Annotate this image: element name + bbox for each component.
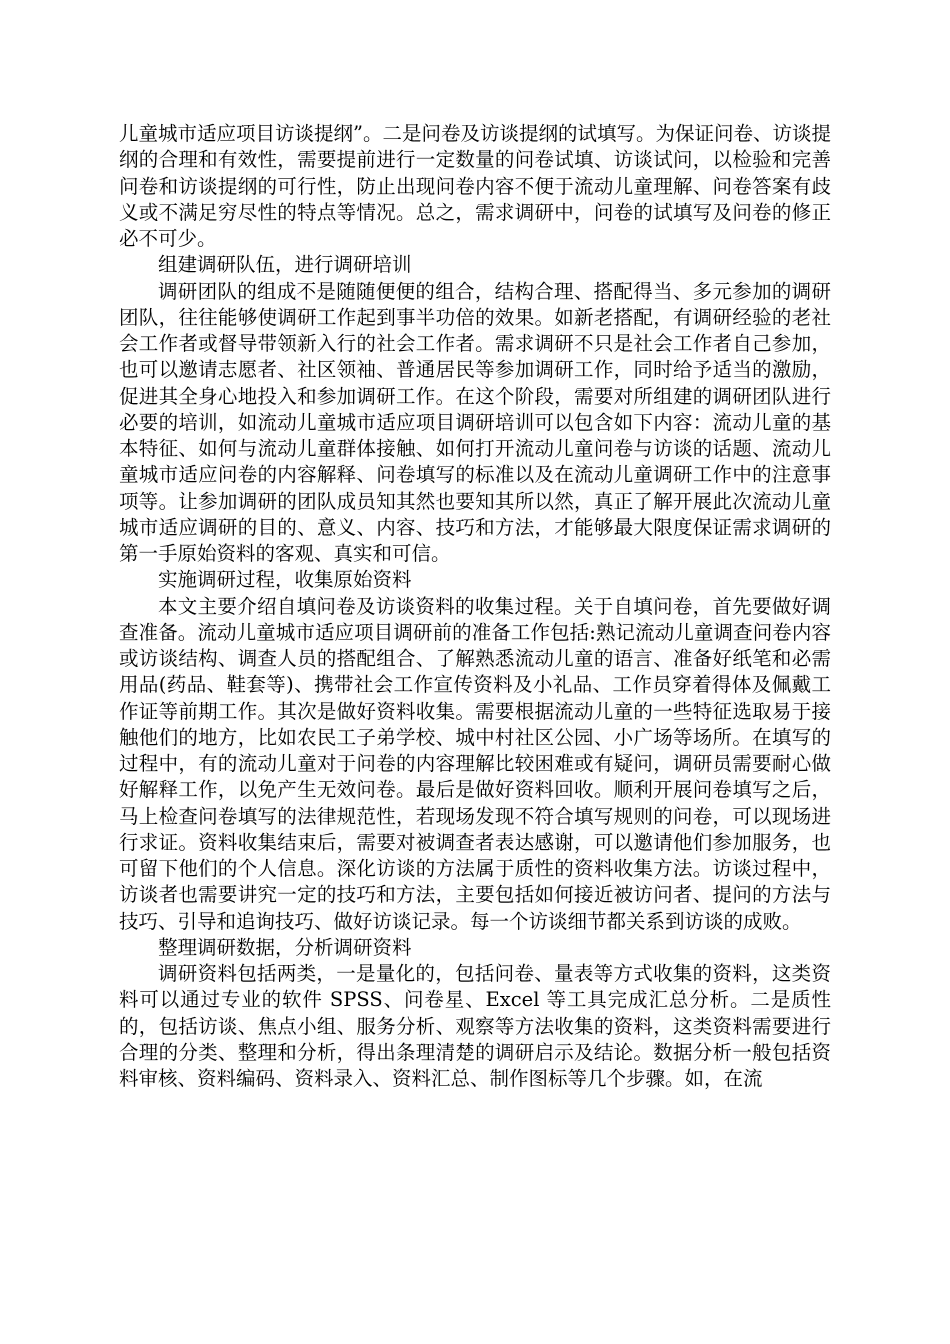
body-paragraph: 调研资料包括两类，一是量化的，包括问卷、量表等方式收集的资料，这类资料可以通过专业的软件 SPSS、问卷星、Excel 等工具完成汇总分析。二是质性的，包括访谈、焦点小组、服务分析、观察等方法收集的资料，这类资料需要进行合理的分类、整理和分析，得出条理清楚的调研启示及结论。数据分析一般包括资料审核、资料编码、资料录入、资料汇总、制作图标等几个步骤。如，在流 — [119, 962, 831, 1090]
section-heading: 组建调研队伍，进行调研培训 — [158, 253, 412, 277]
document-page — [119, 121, 831, 1092]
body-paragraph: 调研团队的组成不是随随便便的组合，结构合理、搭配得当、多元参加的调研团队，往往能够使调研工作起到事半功倍的效果。如新老搭配，有调研经验的老社会工作者或督导带领新入行的社会工作者。需求调研不只是社会工作者自己参加，也可以邀请志愿者、社区领袖、普通居民等参加调研工作，同时给予适当的激励，促进其全身心地投入和参加调研工作。在这个阶段，需要对所组建的调研团队进行必要的培训，如流动儿童城市适应项目调研培训可以包含如下内容：流动儿童的基本特征、如何与流动儿童群体接触、如何打开流动儿童问卷与访谈的话题、流动儿童城市适应问卷的内容解释、问卷填写的标准以及在流动儿童调研工作中的注意事项等。让参加调研的团队成员知其然也要知其所以然，真正了解开展此次流动儿童城市适应调研的目的、意义、内容、技巧和方法，才能够最大限度保证需求调研的第一手原始资料的客观、真实和可信。 — [119, 279, 831, 565]
section-heading: 实施调研过程，收集原始资料 — [158, 568, 412, 592]
body-paragraph: 本文主要介绍自填问卷及访谈资料的收集过程。关于自填问卷，首先要做好调查准备。流动儿童城市适应项目调研前的准备工作包括:熟记流动儿童调查问卷内容或访谈结构、调查人员的搭配组合、了解熟悉流动儿童的语言、准备好纸笔和必需用品(药品、鞋套等)、携带社会工作宣传资料及小礼品、工作员穿着得体及佩戴工作证等前期工作。其次是做好资料收集。需要根据流动儿童的一些特征选取易于接触他们的地方，比如农民工子弟学校、城中村社区公园、小广场等场所。在填写的过程中，有的流动儿童对于问卷的内容理解比较困难或有疑问，调研员需要耐心做好解释工作，以免产生无效问卷。最后是做好资料回收。顺利开展问卷填写之后，马上检查问卷填写的法律规范性，若现场发现不符合填写规则的问卷，可以现场进行求证。资料收集结束后，需要对被调查者表达感谢，可以邀请他们参加服务，也可留下他们的个人信息。深化访谈的方法属于质性的资料收集方法。访谈过程中，访谈者也需要讲究一定的技巧和方法，主要包括如何接近被访问者、提问的方法与技巧、引导和追询技巧、做好访谈记录。每一个访谈细节都关系到访谈的成败。 — [119, 594, 831, 933]
body-paragraph: 儿童城市适应项目访谈提纲”。二是问卷及访谈提纲的试填写。为保证问卷、访谈提纲的合理和有效性，需要提前进行一定数量的问卷试填、访谈试问，以检验和完善问卷和访谈提纲的可行性，防止出现问卷内容不便于流动儿童理解、问卷答案有歧义或不满足穷尽性的特点等情况。总之，需求调研中，问卷的试填写及问卷的修正必不可少。 — [119, 122, 831, 250]
section-heading: 整理调研数据，分析调研资料 — [158, 935, 412, 959]
